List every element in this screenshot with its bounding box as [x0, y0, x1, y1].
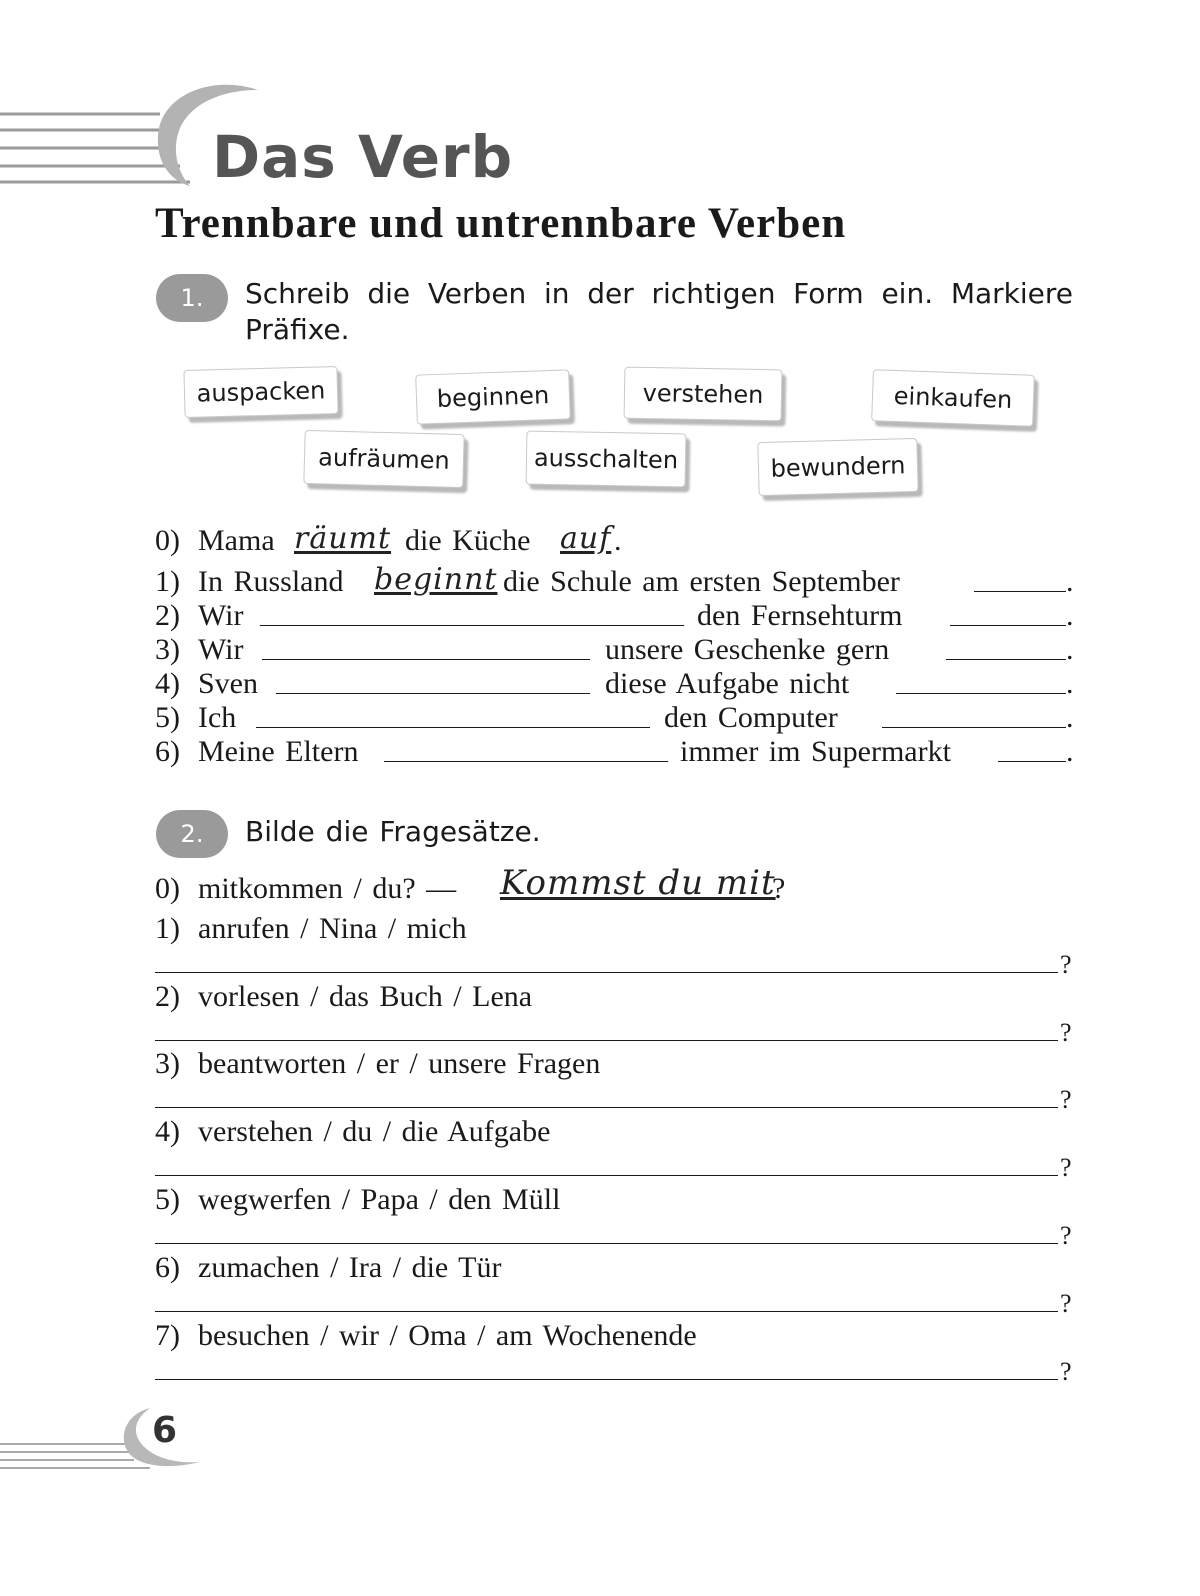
- question-mark: ?: [1060, 1357, 1072, 1386]
- sentence-text: Meine Eltern: [198, 735, 359, 768]
- sentence-number: 3): [155, 633, 180, 666]
- sentence-text: Sven: [198, 667, 258, 700]
- handwritten-verb: beginnt: [374, 562, 498, 597]
- sentence-text: Ich: [198, 701, 237, 734]
- handwritten-answer: Kommst du mit: [500, 863, 776, 903]
- sentence-period: .: [1066, 633, 1074, 666]
- answer-blank[interactable]: [262, 659, 590, 660]
- question-number: 7): [155, 1319, 180, 1352]
- sentence-number: 5): [155, 701, 180, 734]
- sentence-text: die Küche: [405, 524, 531, 557]
- answer-line[interactable]: [155, 1175, 1058, 1176]
- answer-line[interactable]: [155, 1243, 1058, 1244]
- question-mark: ?: [1060, 1289, 1072, 1318]
- question-number: 2): [155, 980, 180, 1013]
- answer-blank[interactable]: [974, 591, 1066, 592]
- sentence-number: 0): [155, 524, 180, 557]
- question-mark: ?: [1060, 1221, 1072, 1250]
- question-prompt: beantworten / er / unsere Fragen: [198, 1047, 601, 1080]
- question-mark: ?: [1060, 950, 1072, 979]
- question-prompt: anrufen / Nina / mich: [198, 912, 467, 945]
- word-card: bewundern: [757, 438, 918, 496]
- sentence-text: Mama: [198, 524, 275, 557]
- task-1-number-badge: 1.: [156, 274, 228, 322]
- answer-blank[interactable]: [998, 761, 1066, 762]
- word-card: verstehen: [624, 367, 783, 422]
- sentence-number: 1): [155, 565, 180, 598]
- task-2-instruction: Bilde die Fragesätze.: [245, 815, 541, 848]
- page-number: 6: [152, 1410, 178, 1451]
- answer-blank[interactable]: [276, 693, 590, 694]
- answer-blank[interactable]: [946, 659, 1066, 660]
- question-number: 4): [155, 1115, 180, 1148]
- handwritten-verb: räumt: [294, 521, 392, 556]
- answer-line[interactable]: [155, 1107, 1058, 1108]
- task-2-number-badge: 2.: [156, 810, 228, 858]
- answer-blank[interactable]: [882, 727, 1066, 728]
- word-card: einkaufen: [871, 369, 1035, 427]
- sentence-period: .: [1066, 735, 1074, 768]
- sentence-text: Wir: [198, 633, 244, 666]
- word-card: ausschalten: [526, 431, 687, 488]
- answer-blank[interactable]: [950, 625, 1066, 626]
- sentence-number: 4): [155, 667, 180, 700]
- answer-line[interactable]: [155, 1040, 1058, 1041]
- question-prompt: vorlesen / das Buch / Lena: [198, 980, 533, 1013]
- question-mark: ?: [1060, 1018, 1072, 1047]
- question-prompt: wegwerfen / Papa / den Müll: [198, 1183, 561, 1216]
- sentence-text: die Schule am ersten September: [503, 565, 900, 598]
- handwritten-prefix: auf: [560, 521, 612, 556]
- sentence-period: .: [614, 524, 622, 557]
- sentence-number: 6): [155, 735, 180, 768]
- question-prompt: besuchen / wir / Oma / am Wochenende: [198, 1319, 697, 1352]
- word-card: beginnen: [415, 369, 571, 424]
- sentence-text: unsere Geschenke gern: [605, 633, 890, 666]
- sentence-period: .: [1066, 599, 1074, 632]
- answer-line[interactable]: [155, 1311, 1058, 1312]
- task-1-instruction: Schreib die Verben in der richtigen Form ein. Markiere Präfixe.: [245, 277, 1073, 346]
- question-number: 0): [155, 872, 180, 905]
- answer-blank[interactable]: [260, 625, 684, 626]
- question-mark: ?: [772, 872, 786, 905]
- sentence-text: den Computer: [664, 701, 838, 734]
- sentence-text: den Fernsehturm: [697, 599, 903, 632]
- sentence-text: Wir: [198, 599, 244, 632]
- question-prompt: verstehen / du / die Aufgabe: [198, 1115, 551, 1148]
- answer-blank[interactable]: [256, 727, 650, 728]
- sentence-period: .: [1066, 565, 1074, 598]
- question-mark: ?: [1060, 1085, 1072, 1114]
- answer-line[interactable]: [155, 1379, 1058, 1380]
- question-number: 1): [155, 912, 180, 945]
- question-number: 5): [155, 1183, 180, 1216]
- section-title: Trennbare und untrennbare Verben: [155, 200, 847, 247]
- sentence-text: immer im Supermarkt: [680, 735, 951, 768]
- sentence-number: 2): [155, 599, 180, 632]
- word-card: aufräumen: [303, 430, 464, 488]
- question-mark: ?: [1060, 1153, 1072, 1182]
- footer-decoration: [0, 1400, 210, 1480]
- question-prompt: zumachen / Ira / die Tür: [198, 1251, 502, 1284]
- question-number: 3): [155, 1047, 180, 1080]
- chapter-title: Das Verb: [212, 123, 514, 191]
- word-card: auspacken: [183, 366, 338, 418]
- sentence-text: In Russland: [198, 565, 344, 598]
- answer-blank[interactable]: [384, 761, 668, 762]
- answer-line[interactable]: [155, 972, 1058, 973]
- sentence-period: .: [1066, 667, 1074, 700]
- question-number: 6): [155, 1251, 180, 1284]
- answer-blank[interactable]: [896, 693, 1066, 694]
- sentence-period: .: [1066, 701, 1074, 734]
- question-prompt: mitkommen / du? —: [198, 872, 457, 905]
- sentence-text: diese Aufgabe nicht: [605, 667, 850, 700]
